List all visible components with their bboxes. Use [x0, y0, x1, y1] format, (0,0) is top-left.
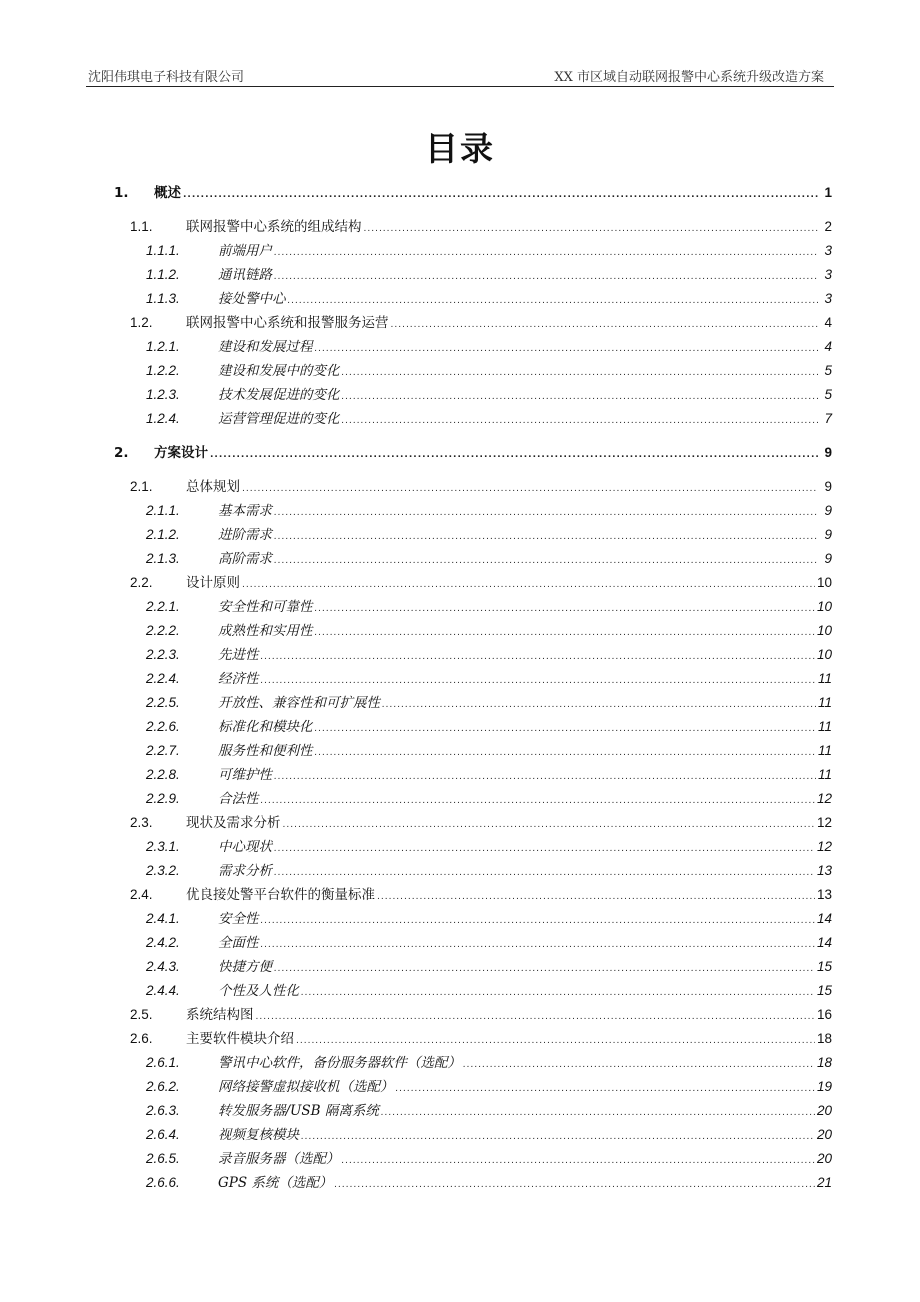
toc-entry-label: 快捷方便	[218, 959, 272, 975]
toc-leader-dots	[315, 599, 815, 619]
toc-entry[interactable]	[130, 313, 832, 333]
toc-entry[interactable]	[146, 789, 832, 809]
toc-entry-page: 11	[817, 671, 832, 686]
toc-entry[interactable]	[146, 1149, 832, 1169]
toc-entry[interactable]	[146, 1077, 832, 1097]
toc-entry-label: 总体规划	[186, 479, 240, 495]
toc-entry-page: 13	[816, 863, 832, 878]
toc-leader-dots	[274, 551, 818, 571]
toc-entry[interactable]	[146, 837, 832, 857]
toc-entry-page: 2	[824, 219, 832, 234]
toc-leader-dots	[463, 1055, 815, 1075]
toc-leader-dots	[274, 503, 818, 523]
toc-entry-label: 网络接警虚拟接收机（选配）	[218, 1079, 394, 1095]
toc-entry-label: 视频复核模块	[218, 1127, 299, 1143]
toc-leader-dots	[261, 911, 815, 931]
toc-entry-page: 14	[816, 911, 832, 926]
toc-entry[interactable]	[146, 1101, 832, 1121]
toc-leader-dots	[256, 1007, 815, 1027]
toc-entry-label: 标准化和模块化	[218, 719, 313, 735]
toc-entry[interactable]	[146, 549, 832, 569]
toc-leader-dots	[315, 623, 815, 643]
toc-entry[interactable]	[146, 597, 832, 617]
toc-leader-dots	[301, 983, 815, 1003]
toc-entry-page: 12	[816, 839, 832, 854]
toc-entry-label: 服务性和便利性	[218, 743, 313, 759]
toc-entry-page: 15	[816, 983, 832, 998]
toc-entry-label: 中心现状	[218, 839, 272, 855]
toc-entry[interactable]	[146, 265, 832, 285]
toc-entry-page: 10	[816, 647, 832, 662]
toc-title: 目录	[425, 129, 495, 168]
toc-leader-dots	[242, 479, 818, 499]
toc-entry-number: 2.6.4.	[146, 1127, 180, 1142]
toc-entry-number: 2.2.5.	[146, 695, 180, 710]
toc-entry[interactable]	[146, 361, 832, 381]
toc-entry-page: 3	[824, 267, 832, 282]
toc-entry-number: 2.4.	[130, 887, 153, 902]
toc-entry-page: 19	[816, 1079, 832, 1094]
toc-entry-page: 4	[824, 315, 832, 330]
toc-entry-label: 建设和发展过程	[218, 339, 313, 355]
toc-entry-page: 20	[816, 1151, 832, 1166]
toc-entry-number: 2.5.	[130, 1007, 153, 1022]
toc-entry-page: 9	[824, 503, 832, 518]
toc-leader-dots	[301, 1127, 815, 1147]
toc-entry-number: 1.1.2.	[146, 267, 180, 282]
toc-entry-number: 2.2.8.	[146, 767, 180, 782]
toc-entry-label: 建设和发展中的变化	[218, 363, 340, 379]
toc-entry[interactable]	[114, 443, 832, 463]
toc-entry-label: 概述	[154, 185, 181, 201]
toc-entry-number: 2.2.9.	[146, 791, 180, 806]
toc-entry-label: 经济性	[218, 671, 259, 687]
toc-entry-label: 技术发展促进的变化	[218, 387, 340, 403]
toc-entry-page: 16	[816, 1007, 832, 1022]
toc-entry[interactable]	[146, 909, 832, 929]
toc-entry-page: 20	[816, 1127, 832, 1142]
toc-entry[interactable]	[130, 217, 832, 237]
toc-entry-number: 1.	[114, 185, 129, 201]
toc-leader-dots	[283, 815, 815, 835]
toc-entry-label: 进阶需求	[218, 527, 272, 543]
toc-leader-dots	[342, 363, 819, 383]
toc-entry-label: 开放性、兼容性和可扩展性	[218, 695, 380, 711]
toc-entry[interactable]	[114, 183, 832, 203]
toc-entry-page: 11	[817, 695, 832, 710]
toc-entry-label: 录音服务器（选配）	[218, 1151, 340, 1167]
toc-leader-dots	[391, 315, 819, 335]
toc-entry[interactable]	[146, 241, 832, 261]
toc-entry[interactable]	[130, 885, 832, 905]
toc-entry-page: 10	[816, 623, 832, 638]
toc-entry[interactable]	[146, 501, 832, 521]
toc-entry-number: 2.4.4.	[146, 983, 180, 998]
toc-entry-page: 11	[817, 743, 832, 758]
toc-entry-number: 2.2.7.	[146, 743, 180, 758]
toc-entry-page: 18	[816, 1055, 832, 1070]
toc-entry-number: 1.1.1.	[146, 243, 180, 258]
toc-leader-dots	[210, 445, 818, 465]
toc-entry-page: 4	[824, 339, 832, 354]
toc-leader-dots	[261, 671, 816, 691]
toc-entry-number: 2.6.1.	[146, 1055, 180, 1070]
toc-entry-label: 接处警中心	[218, 291, 286, 307]
toc-entry-label: GPS 系统（选配）	[218, 1175, 333, 1191]
toc-entry-page: 10	[816, 599, 832, 614]
toc-entry-number: 2.1.	[130, 479, 153, 494]
toc-entry-number: 2.	[114, 445, 129, 461]
toc-leader-dots	[315, 339, 819, 359]
toc-entry[interactable]	[130, 1005, 832, 1025]
toc-entry[interactable]	[146, 981, 832, 1001]
toc-entry-label: 基本需求	[218, 503, 272, 519]
toc-entry-page: 3	[824, 243, 832, 258]
toc-entry-label: 转发服务器/USB 隔离系统	[218, 1103, 379, 1119]
toc-leader-dots	[396, 1079, 815, 1099]
toc-entry[interactable]	[130, 1029, 832, 1049]
toc-entry-page: 9	[824, 527, 832, 542]
toc-entry[interactable]	[146, 621, 832, 641]
header-doc-title: XX 市区域自动联网报警中心系统升级改造方案	[554, 70, 824, 85]
toc-entry-page: 12	[816, 791, 832, 806]
toc-entry[interactable]	[146, 741, 832, 761]
toc-entry-number: 2.4.2.	[146, 935, 180, 950]
toc-entry[interactable]	[146, 669, 832, 689]
toc-entry-label: 成熟性和实用性	[218, 623, 313, 639]
toc-entry-page: 10	[816, 575, 832, 590]
toc-entry-label: 个性及人性化	[218, 983, 299, 999]
toc-entry-label: 优良接处警平台软件的衡量标准	[186, 887, 375, 903]
toc-entry[interactable]	[146, 409, 832, 429]
toc-entry-page: 9	[824, 551, 832, 566]
toc-entry[interactable]	[146, 289, 832, 309]
toc-entry-page: 20	[816, 1103, 832, 1118]
toc-entry-number: 1.2.1.	[146, 339, 180, 354]
toc-entry[interactable]	[146, 645, 832, 665]
toc-entry-page: 12	[816, 815, 832, 830]
toc-leader-dots	[274, 839, 815, 859]
toc-entry-label: 合法性	[218, 791, 259, 807]
toc-entry-number: 2.1.3.	[146, 551, 180, 566]
toc-entry-label: 前端用户	[218, 243, 272, 259]
toc-entry-label: 系统结构图	[186, 1007, 254, 1023]
toc-entry-number: 2.2.3.	[146, 647, 180, 662]
toc-leader-dots	[261, 647, 815, 667]
toc-entry-page: 21	[816, 1175, 832, 1190]
toc-entry-label: 现状及需求分析	[186, 815, 281, 831]
toc-entry-label: 高阶需求	[218, 551, 272, 567]
toc-entry[interactable]	[146, 957, 832, 977]
toc-leader-dots	[261, 935, 815, 955]
toc-entry-page: 3	[824, 291, 832, 306]
toc-entry-number: 2.2.	[130, 575, 153, 590]
toc-entry-label: 设计原则	[186, 575, 240, 591]
toc-entry-number: 1.2.3.	[146, 387, 180, 402]
toc-leader-dots	[274, 243, 818, 263]
toc-entry-number: 2.3.	[130, 815, 153, 830]
toc-entry-number: 2.2.6.	[146, 719, 180, 734]
toc-leader-dots	[334, 1175, 815, 1195]
toc-leader-dots	[342, 1151, 815, 1171]
toc-entry-number: 1.2.	[130, 315, 153, 330]
toc-entry-page: 1	[824, 185, 832, 200]
page-header	[86, 64, 834, 87]
toc-entry-page: 5	[824, 363, 832, 378]
toc-entry-page: 11	[817, 719, 832, 734]
toc-entry-number: 2.2.2.	[146, 623, 180, 638]
toc-entry-number: 2.2.4.	[146, 671, 180, 686]
toc-leader-dots	[274, 527, 818, 547]
toc-entry[interactable]	[146, 717, 832, 737]
toc-leader-dots	[274, 863, 815, 883]
toc-entry[interactable]	[146, 385, 832, 405]
toc-leader-dots	[315, 719, 816, 739]
toc-entry-number: 1.1.3.	[146, 291, 180, 306]
toc-entry-label: 通讯链路	[218, 267, 272, 283]
toc-leader-dots	[315, 743, 816, 763]
toc-entry-label: 运营管理促进的变化	[218, 411, 340, 427]
toc-entry-label: 联网报警中心系统的组成结构	[186, 219, 362, 235]
toc-entry-page: 9	[824, 445, 832, 460]
toc-leader-dots	[274, 959, 815, 979]
toc-entry[interactable]	[146, 861, 832, 881]
toc-entry-label: 方案设计	[154, 445, 208, 461]
toc-leader-dots	[342, 411, 819, 431]
toc-entry-number: 2.6.	[130, 1031, 153, 1046]
toc-entry-label: 需求分析	[218, 863, 272, 879]
toc-entry-label: 安全性	[218, 911, 259, 927]
toc-entry[interactable]	[130, 813, 832, 833]
toc-leader-dots	[242, 575, 815, 595]
toc-leader-dots	[364, 219, 819, 239]
toc-entry-page: 15	[816, 959, 832, 974]
header-company: 沈阳伟琪电子科技有限公司	[88, 70, 245, 85]
toc-entry-number: 2.6.2.	[146, 1079, 180, 1094]
toc-entry-number: 2.6.6.	[146, 1175, 180, 1190]
toc-entry-number: 2.4.1.	[146, 911, 180, 926]
toc-entry-label: 联网报警中心系统和报警服务运营	[186, 315, 389, 331]
toc-entry-number: 2.1.2.	[146, 527, 180, 542]
toc-entry-number: 2.2.1.	[146, 599, 180, 614]
toc-entry[interactable]	[146, 1125, 832, 1145]
toc-leader-dots	[183, 185, 818, 205]
toc-entry-number: 1.1.	[130, 219, 153, 234]
toc-entry-page: 14	[816, 935, 832, 950]
toc-leader-dots	[274, 767, 816, 787]
toc-leader-dots	[261, 791, 815, 811]
toc-entry-number: 2.3.2.	[146, 863, 180, 878]
toc-entry-label: 全面性	[218, 935, 259, 951]
toc-entry-label: 主要软件模块介绍	[186, 1031, 294, 1047]
toc-leader-dots	[296, 1031, 815, 1051]
toc-entry-label: 可维护性	[218, 767, 272, 783]
toc-entry-number: 2.1.1.	[146, 503, 180, 518]
toc-leader-dots	[382, 695, 816, 715]
toc-entry[interactable]	[146, 765, 832, 785]
toc-entry[interactable]	[130, 477, 832, 497]
toc-entry-number: 2.6.5.	[146, 1151, 180, 1166]
toc-entry-page: 18	[816, 1031, 832, 1046]
toc-entry-number: 2.6.3.	[146, 1103, 180, 1118]
toc-entry[interactable]	[146, 933, 832, 953]
toc-entry-page: 13	[816, 887, 832, 902]
toc-entry-page: 7	[824, 411, 832, 426]
toc-leader-dots	[288, 291, 819, 311]
toc-entry-number: 1.2.2.	[146, 363, 180, 378]
toc-entry[interactable]	[146, 1173, 832, 1193]
toc-entry[interactable]	[130, 573, 832, 593]
toc-leader-dots	[377, 887, 815, 907]
toc-entry[interactable]	[146, 693, 832, 713]
toc-leader-dots	[274, 267, 818, 287]
toc-leader-dots	[381, 1103, 815, 1123]
toc-entry[interactable]	[146, 337, 832, 357]
toc-entry-number: 1.2.4.	[146, 411, 180, 426]
toc-entry[interactable]	[146, 1053, 832, 1073]
toc-entry-label: 先进性	[218, 647, 259, 663]
toc-entry-page: 11	[817, 767, 832, 782]
toc-entry-page: 5	[824, 387, 832, 402]
toc-entry[interactable]	[146, 525, 832, 545]
toc-leader-dots	[342, 387, 819, 407]
toc-entry-number: 2.3.1.	[146, 839, 180, 854]
toc-entry-label: 安全性和可靠性	[218, 599, 313, 615]
toc-entry-page: 9	[824, 479, 832, 494]
toc-entry-number: 2.4.3.	[146, 959, 180, 974]
toc-entry-label: 警讯中心软件，备份服务器软件（选配）	[218, 1055, 461, 1071]
